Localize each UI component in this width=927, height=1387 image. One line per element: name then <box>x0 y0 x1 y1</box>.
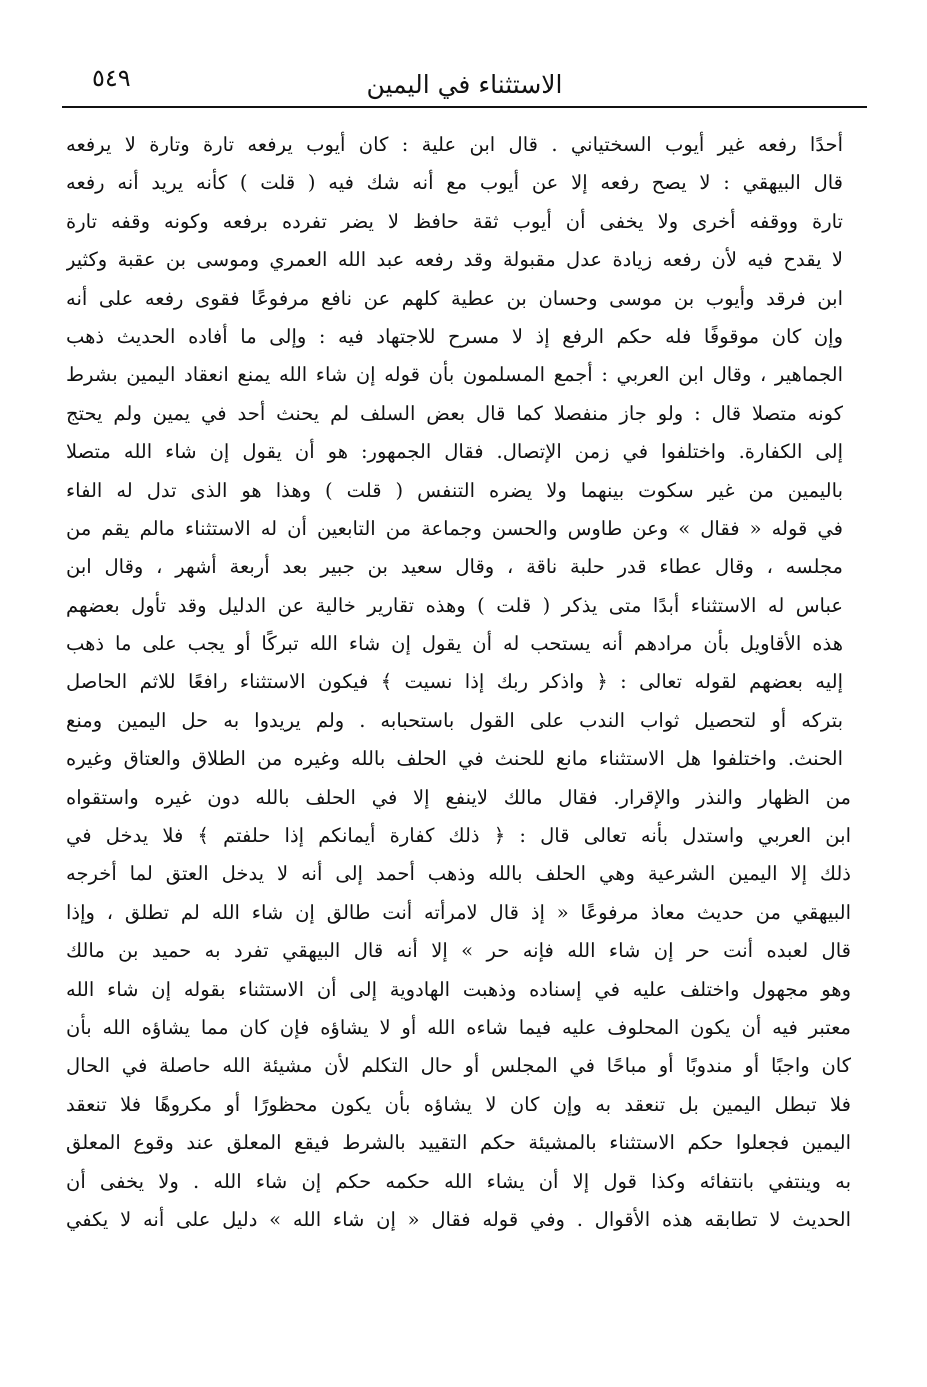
text-line: الجماهير ، وقال ابن العربي : أجمع المسلمون بأن قوله إن شاء الله يمنع انعقاد اليمين بشرط <box>66 363 843 387</box>
text-line: كان واجبًا أو مندوبًا أو مباحًا في المجلس أو حال التكلم لأن مشيئة الله حاصلة في الحال <box>66 1054 851 1078</box>
text-line: الحنث. واختلفوا هل الاستثناء مانع للحنث في الحلف بالله وغيره من الطلاق والعتاق وغيره <box>66 747 843 771</box>
page-header <box>62 52 867 108</box>
text-line: ذلك إلا اليمين الشرعية وهي الحلف بالله وذهب أحمد إلى أنه لا يدخل العتق لما أخرجه <box>66 862 851 886</box>
text-line: ابن العربي واستدل بأنه تعالى قال : ﴿ ذلك كفارة أيمانكم إذا حلفتم ﴾ فلا يدخل في <box>66 824 851 848</box>
text-line: قال لعبده أنت حر إن شاء الله فإنه حر » إلا أنه قال البيهقي تفرد به حميد بن مالك <box>66 939 851 963</box>
text-line: عباس له الاستثناء أبدًا متى يذكر ( قلت ) وهذه تقارير خالية عن الدليل وقد تأول بعضهم <box>66 593 843 617</box>
text-line: ابن فرقد وأيوب بن موسى وحسان بن عطية كلهم عن نافع مرفوعًا فقوى رفعه على أنه <box>66 286 843 310</box>
running-title: الاستثناء في اليمين <box>366 70 563 99</box>
text-line: اليمين فجعلوا حكم الاستثناء بالمشيئة حكم التقييد بالشرط فيقع المعلق عند وقوع المعلق <box>66 1131 851 1155</box>
text-line: بتركه أو لتحصيل ثواب الندب على القول باستحبابه . ولم يريدوا به حل اليمين ومنع <box>66 708 843 732</box>
text-line: تارة ووقفه أخرى ولا يخفى أن أيوب ثقة حافظ لا يضر تفرده برفعه وكونه وقفه تارة <box>66 209 843 233</box>
text-line: فلا تبطل اليمين بل تنعقد به وإن كان لا يشاؤه بأن يكون محظورًا أو مكروهًا فلا تنعقد <box>66 1092 851 1116</box>
header-rule <box>62 106 867 108</box>
text-line: باليمين من غير سكوت بينهما ولا يضره التنفس ( قلت ) وهذا هو الذى تدل له الفاء <box>66 478 843 502</box>
text-line: الحديث لا تطابقه هذه الأقوال . وفي قوله فقال « إن شاء الله » دليل على أنه لا يكفي <box>66 1207 851 1231</box>
text-line: هذه الأقاويل بأن مرادهم أنه يستحب له أن يقول إن شاء الله تبركًا أو يجب على ما ذهب <box>66 632 843 656</box>
text-line: مجلسه ، وقال عطاء قدر حلبة ناقة ، وقال سعيد بن جبير بعد أربعة أشهر ، وقال ابن <box>66 555 843 579</box>
text-line: كونه متصلا قال : ولو جاز منفصلا كما قال بعض السلف لم يحنث أحد في يمين ولم يحتج <box>66 401 843 425</box>
text-line: من الظهار والنذر والإقرار. فقال مالك لاينفع إلا في الحلف بالله دون غيره واستقواه <box>66 785 851 809</box>
text-line: معتبر فيه أن يكون المحلوف عليه فيما شاءه الله أو لا يشاؤه فإن كان مما يشاؤه الله بأن <box>66 1015 851 1039</box>
text-line: به وينتفي بانتفائه وكذا قول إلا أن يشاء الله حكمه حكم إن شاء الله . ولا يخفى أن <box>66 1169 851 1193</box>
text-line: وإن كان موقوفًا فله حكم الرفع إذ لا مسرح للاجتهاد فيه : وإلى ما أفاده الحديث ذهب <box>66 324 843 348</box>
body-text <box>66 126 851 1239</box>
text-line: في قوله « فقال » وعن طاوس والحسن وجماعة من التابعين أن له الاستثناء مالم يقم من <box>66 516 843 540</box>
text-line: وهو مجهول واختلف عليه في إسناده وذهبت الهادوية إلى أن الاستثناء بقوله إن شاء الله <box>66 977 851 1001</box>
text-line: إلى الكفارة. واختلفوا في زمن الإتصال. فقال الجمهور: هو أن يقول إن شاء الله متصلا <box>66 440 843 464</box>
page-number: ٥٤٩ <box>92 64 131 92</box>
text-line: إليه بعضهم لقوله تعالى : ﴿ واذكر ربك إذا نسيت ﴾ فيكون الاستثناء رافعًا للاثم الحاصل <box>66 670 843 694</box>
text-line: البيهقي من حديث معاذ مرفوعًا « إذ قال لامرأته أنت طالق إن شاء الله لم تطلق ، وإذا <box>66 900 851 924</box>
text-line: أحدًا رفعه غير أيوب السختياني . قال ابن علية : كان أيوب يرفعه تارة وتارة لا يرفعه <box>66 133 843 156</box>
text-line: لا يقدح فيه لأن رفعه زيادة عدل مقبولة وقد رفعه عبد الله العمري وموسى بن عقبة وكثير <box>66 248 843 272</box>
text-line: قال البيهقي : لا يصح رفعه إلا عن أيوب مع أنه شك فيه ( قلت ) كأنه يريد أنه رفعه <box>66 171 843 195</box>
